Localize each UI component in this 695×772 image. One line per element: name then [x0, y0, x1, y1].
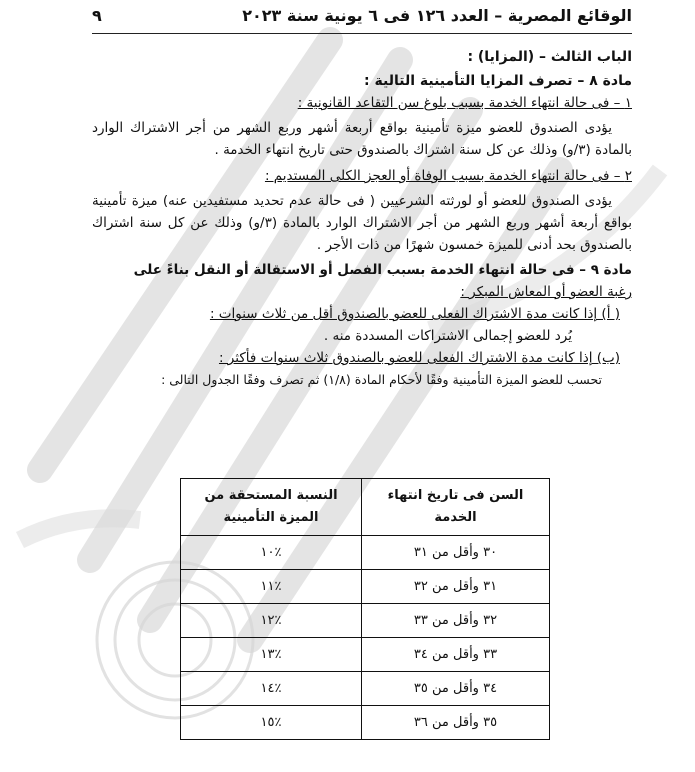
rate-cell: ٪١٤: [181, 672, 362, 706]
column-header-age: السن فى تاريخ انتهاء الخدمة: [362, 479, 550, 536]
rate-cell: ٪١٠: [181, 536, 362, 570]
item-2-text: يؤدى الصندوق للعضو أو لورثته الشرعيين ( فى حالة عدم تحديد مستفيدين عنه) ميزة تأمينية بواقع أربعة أشهر وربع الشهر من أجر الاشتراك الوارد بالمادة (٣/و) وذلك عن كل سنة اشتراك بالصندوق بحد أدنى للميزة خمسون شهرًا من ذات الأجر .: [92, 193, 632, 253]
rate-cell: ٪١٢: [181, 604, 362, 638]
age-range-cell: ٣٠ وأقل من ٣١: [362, 536, 550, 570]
article-9-heading: [92, 259, 632, 281]
rate-cell: ٪١٣: [181, 638, 362, 672]
item-b-text: تحسب للعضو الميزة التأمينية وفقًا لأحكام المادة (١/٨) ثم تصرف وفقًا الجدول التالى :: [161, 372, 602, 387]
rate-cell: ٪١٥: [181, 706, 362, 740]
table-row: [181, 604, 550, 638]
table-row: [181, 706, 550, 740]
table-header-row: [181, 479, 550, 536]
header-divider: [92, 33, 632, 34]
age-range-cell: ٣١ وأقل من ٣٢: [362, 570, 550, 604]
age-range-cell: ٣٢ وأقل من ٣٣: [362, 604, 550, 638]
gazette-title: الوقائع المصرية – العدد ١٢٦ فى ٦ يونية سنة ٢٠٢٣: [242, 6, 632, 25]
document-body: [92, 44, 632, 391]
item-a-text: يُرد للعضو إجمالى الاشتراكات المسددة منه .: [323, 328, 572, 344]
table-row: [181, 638, 550, 672]
item-b: (ب) إذا كانت مدة الاشتراك الفعلى للعضو بالصندوق ثلاث سنوات فأكثر :: [218, 350, 620, 366]
chapter-heading: الباب الثالث – (المزايا) :: [467, 49, 632, 65]
page-number: ٩: [92, 6, 102, 25]
benefit-rate-table: [180, 478, 550, 740]
table-body: [181, 536, 550, 740]
article-9-heading-line2: رغبة العضو أو المعاش المبكر :: [460, 284, 632, 300]
age-range-cell: ٣٥ وأقل من ٣٦: [362, 706, 550, 740]
article-9-heading-line1: مادة ٩ – فى حالة انتهاء الخدمة بسبب الفصل أو الاستقالة أو النقل بناءً على: [133, 262, 632, 278]
table-row: [181, 672, 550, 706]
table-row: [181, 570, 550, 604]
article-8-heading: مادة ٨ – تصرف المزايا التأمينية التالية :: [364, 73, 632, 89]
rate-cell: ٪١١: [181, 570, 362, 604]
item-1-heading: ١ – فى حالة انتهاء الخدمة بسبب بلوغ سن التقاعد القانونية :: [297, 95, 632, 111]
item-a: ( أ) إذا كانت مدة الاشتراك الفعلى للعضو بالصندوق أقل من ثلاث سنوات :: [209, 306, 620, 322]
page-header: [92, 6, 632, 32]
column-header-rate: النسبة المستحقة من الميزة التأمينية: [181, 479, 362, 536]
item-1-text: يؤدى الصندوق للعضو ميزة تأمينية بواقع أربعة أشهر وربع الشهر من أجر الاشتراك الوارد بالمادة (٣/و) وذلك عن كل سنة اشتراك بالصندوق حتى تاريخ انتهاء الخدمة .: [92, 120, 632, 158]
table-row: [181, 536, 550, 570]
age-range-cell: ٣٤ وأقل من ٣٥: [362, 672, 550, 706]
age-range-cell: ٣٣ وأقل من ٣٤: [362, 638, 550, 672]
item-2-heading: ٢ – فى حالة انتهاء الخدمة بسبب الوفاة أو العجز الكلى المستديم :: [264, 168, 632, 184]
